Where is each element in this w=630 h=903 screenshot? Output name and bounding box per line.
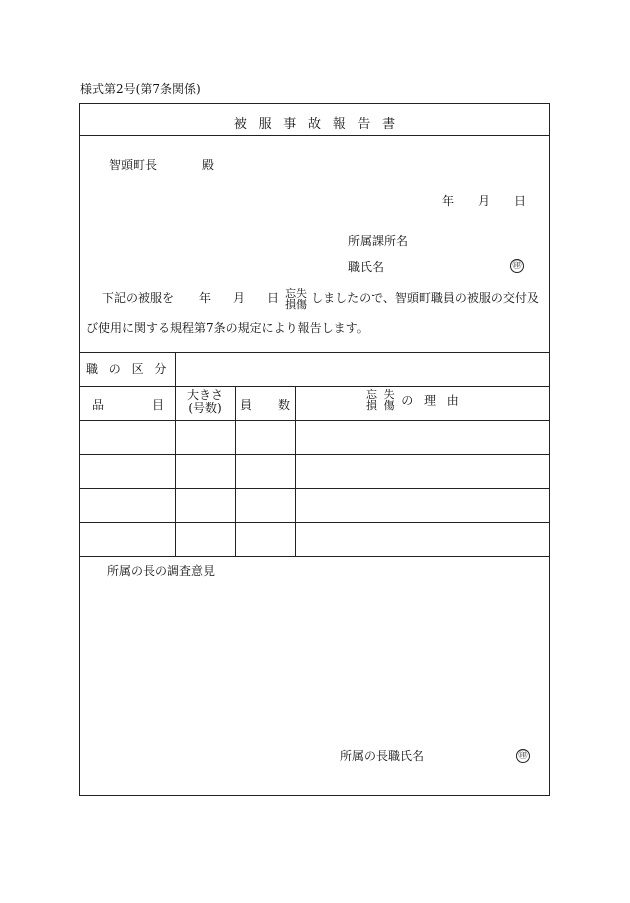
divider — [80, 386, 549, 387]
body-line1-rest: しましたので、智頭町職員の被服の交付及 — [311, 291, 539, 305]
report-body-line2: び使用に関する規程第7条の規定により報告します。 — [86, 321, 369, 335]
divider — [80, 135, 549, 136]
col-header-reason: 忘失 損傷の理由 — [366, 388, 470, 412]
report-form — [79, 103, 550, 796]
loss-damage-stack: 忘失 損傷 — [285, 286, 308, 311]
reason-loss-damage-stack: 忘失 損傷 — [366, 388, 402, 412]
date-year-label: 年 — [442, 194, 455, 208]
date-month-label: 月 — [478, 194, 491, 208]
addressee: 智頭町長 — [109, 158, 158, 172]
table-row — [80, 522, 549, 523]
form-number-label: 様式第2号(第7条関係) — [80, 82, 201, 96]
divider — [295, 386, 296, 556]
opinion-label: 所属の長の調査意見 — [107, 564, 216, 578]
divider — [235, 386, 236, 556]
body-day: 日 — [267, 291, 280, 305]
divider — [80, 556, 549, 557]
col-header-item: 品目 — [92, 398, 164, 412]
body-year: 年 — [199, 291, 212, 305]
body-month: 月 — [233, 291, 246, 305]
reporter-seal: ㊞ — [510, 257, 524, 273]
form-title: 被服事故報告書 — [233, 117, 407, 132]
table-row — [80, 454, 549, 455]
job-category-label: 職の区分 — [86, 362, 178, 376]
body-intro: 下記の被服を — [102, 291, 175, 305]
date-day-label: 日 — [514, 194, 527, 208]
divider — [80, 352, 549, 353]
table-row — [80, 488, 549, 489]
supervisor-seal: ㊞ — [516, 747, 530, 763]
honorific: 殿 — [202, 158, 215, 172]
divider — [175, 352, 176, 386]
divider — [175, 386, 176, 556]
col-header-size: 大きさ (号数) — [186, 388, 223, 415]
department-label: 所属課所名 — [348, 234, 409, 248]
divider — [80, 420, 549, 421]
supervisor-name-label: 所属の長職氏名 — [340, 749, 425, 763]
name-label: 職氏名 — [348, 260, 385, 274]
col-header-count: 員数 — [240, 398, 290, 412]
report-body-line1 — [102, 286, 539, 310]
